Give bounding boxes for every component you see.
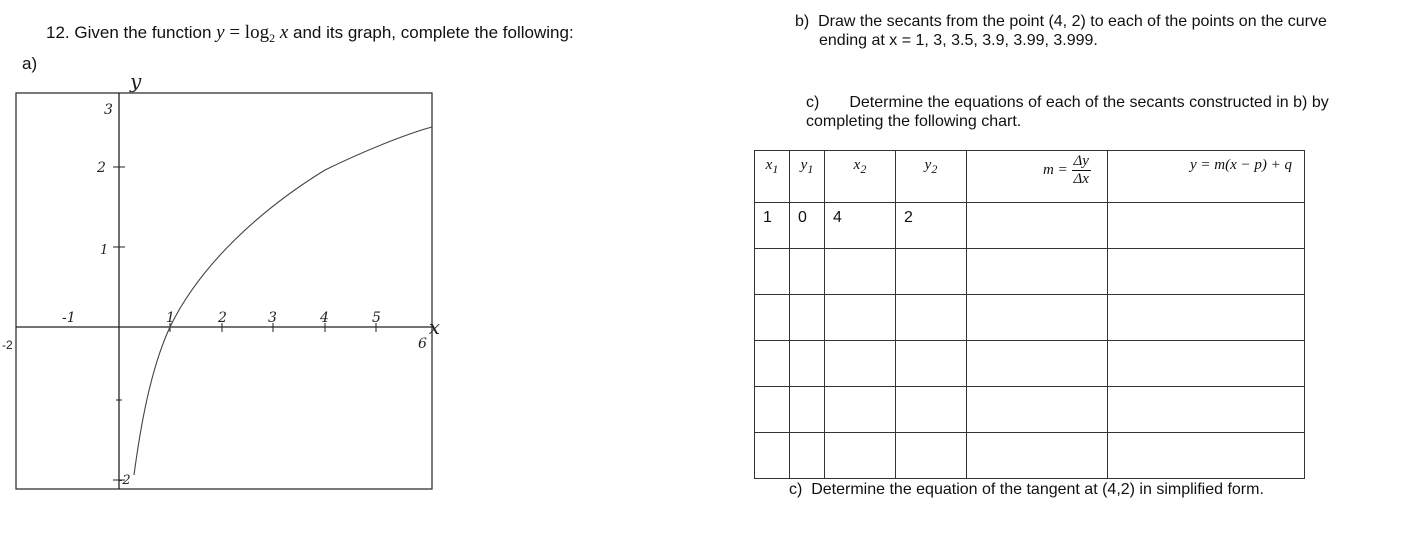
- y-tick-label-2: 2: [97, 160, 106, 176]
- cell-y1[interactable]: [790, 295, 825, 341]
- cell-y1[interactable]: 0: [790, 203, 825, 249]
- table-row: [755, 433, 1305, 479]
- table-header-row: [755, 151, 1305, 203]
- log-graph: [0, 70, 440, 495]
- cell-x1[interactable]: [755, 433, 790, 479]
- cell-x1[interactable]: [755, 387, 790, 433]
- cell-y1[interactable]: [790, 341, 825, 387]
- cell-slope[interactable]: [967, 203, 1108, 249]
- table-row: [755, 341, 1305, 387]
- header-slope: m = $\frac{\Delta y}{\Delta x}$: [967, 151, 1108, 203]
- cell-slope[interactable]: [967, 341, 1108, 387]
- cell-x1[interactable]: [755, 249, 790, 295]
- cell-x1[interactable]: [755, 295, 790, 341]
- cell-y2[interactable]: 2: [896, 203, 967, 249]
- x-tick-label-2: 2: [218, 310, 227, 326]
- cell-x2[interactable]: [825, 249, 896, 295]
- cell-y2[interactable]: [896, 249, 967, 295]
- x-tick-label-3: 3: [268, 310, 277, 326]
- left-edge-label: -2: [2, 338, 13, 352]
- part-b-text: b) Draw the secants from the point (4, 2) to each of the points on the curve ending at x = 1, 3, 3.5, 3.9, 3.99, 3.999.: [795, 13, 1327, 49]
- header-y1: $y_1$: [790, 151, 825, 203]
- part-c1-text: c) Determine the equations of each of the secants constructed in b) by completing the following chart.: [806, 94, 1329, 130]
- secant-chart: [754, 150, 1305, 479]
- graph-frame: [16, 93, 432, 489]
- table-row: [755, 249, 1305, 295]
- table-row: [755, 203, 1305, 249]
- x-tick-label-1: 1: [166, 310, 175, 326]
- y-tick-label-1: 1: [100, 243, 109, 258]
- y-axis-label: y: [130, 70, 142, 93]
- x-axis-label: x: [428, 315, 440, 339]
- question-number: 12.: [46, 23, 70, 42]
- part-c2-text: c) Determine the equation of the tangent at (4,2) in simplified form.: [789, 481, 1264, 498]
- cell-equation[interactable]: [1108, 341, 1305, 387]
- x-tick-label-4: 4: [320, 310, 329, 326]
- x-tick-label-neg1: -1: [62, 310, 76, 326]
- cell-y2[interactable]: [896, 295, 967, 341]
- x-tick-label-6: 6: [418, 336, 427, 352]
- header-equation: y = m(x − p) + q: [1108, 151, 1305, 203]
- part-a-label: a): [22, 54, 38, 73]
- cell-y1[interactable]: [790, 433, 825, 479]
- cell-equation[interactable]: [1108, 433, 1305, 479]
- log-curve: [134, 127, 432, 475]
- cell-equation[interactable]: [1108, 249, 1305, 295]
- cell-equation[interactable]: [1108, 387, 1305, 433]
- header-x2: $x_2$: [825, 151, 896, 203]
- cell-x2[interactable]: [825, 295, 896, 341]
- y-tick-label-3: 3: [104, 102, 113, 118]
- cell-slope[interactable]: [967, 295, 1108, 341]
- cell-x2[interactable]: [825, 387, 896, 433]
- question-text-after: and its graph, complete the following:: [293, 23, 574, 42]
- question-text-before: Given the function: [74, 23, 212, 42]
- function-expression: $y = \log_2 x$: [216, 22, 289, 45]
- cell-slope[interactable]: [967, 249, 1108, 295]
- cell-x2[interactable]: [825, 341, 896, 387]
- cell-equation[interactable]: [1108, 295, 1305, 341]
- cell-slope[interactable]: [967, 387, 1108, 433]
- question-title: [46, 22, 574, 46]
- y-tick-label-neg2: -2: [118, 473, 131, 488]
- cell-y1[interactable]: [790, 249, 825, 295]
- x-tick-label-5: 5: [372, 310, 381, 326]
- cell-x2[interactable]: [825, 433, 896, 479]
- cell-x2[interactable]: 4: [825, 203, 896, 249]
- cell-y2[interactable]: [896, 387, 967, 433]
- table-row: [755, 387, 1305, 433]
- header-y2: $y_2$: [896, 151, 967, 203]
- table-row: [755, 295, 1305, 341]
- cell-slope[interactable]: [967, 433, 1108, 479]
- cell-equation[interactable]: [1108, 203, 1305, 249]
- cell-y1[interactable]: [790, 387, 825, 433]
- cell-x1[interactable]: 1: [755, 203, 790, 249]
- cell-y2[interactable]: [896, 433, 967, 479]
- cell-y2[interactable]: [896, 341, 967, 387]
- header-x1: $x_1$: [755, 151, 790, 203]
- cell-x1[interactable]: [755, 341, 790, 387]
